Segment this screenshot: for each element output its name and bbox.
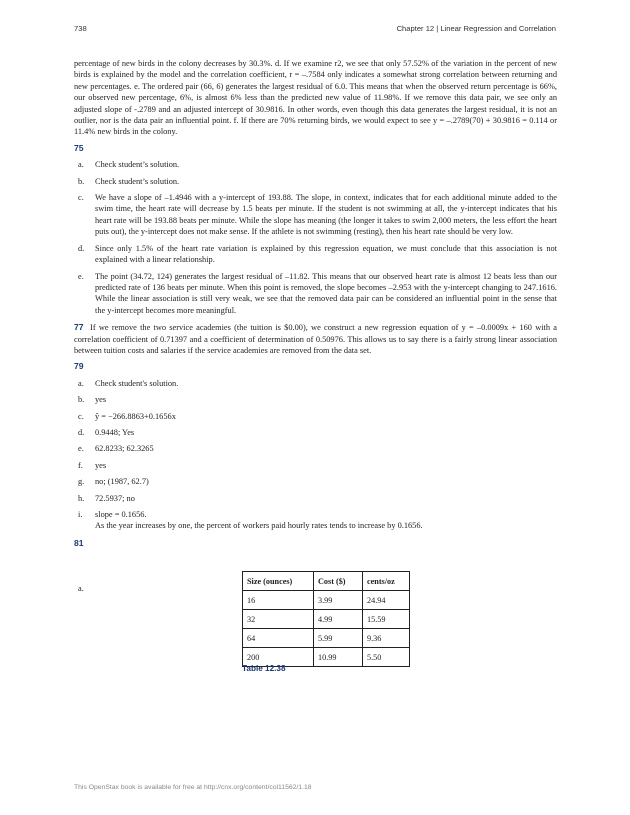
item-text: Check student's solution. (95, 378, 179, 388)
page-number: 738 (74, 24, 87, 33)
table-cell: 3.99 (314, 591, 363, 610)
item-label: c. (78, 411, 84, 421)
item-label: e. (78, 271, 84, 281)
table-cell: 16 (243, 591, 314, 610)
list-item (74, 460, 557, 471)
list-item (74, 411, 557, 422)
problem-77-number: 77 (74, 322, 84, 333)
item-label: f. (78, 460, 83, 470)
table-cell: 64 (243, 629, 314, 648)
item-text: Since only 1.5% of the heart rate variation is explained by this regression equation, we must conclude that this association is not explained with a linear relationship. (95, 243, 557, 265)
item-label: a. (78, 160, 84, 170)
problem-75-number: 75 (74, 142, 84, 153)
chapter-title: Chapter 12 | Linear Regression and Correlation (396, 24, 556, 33)
table-cell: 10.99 (314, 648, 363, 667)
list-item (74, 378, 557, 389)
item-label: a. (78, 378, 84, 388)
list-item (74, 394, 557, 405)
data-table (242, 571, 410, 667)
list-item (74, 271, 557, 317)
item-label: d. (78, 243, 85, 253)
intro-paragraph: percentage of new birds in the colony decreases by 30.3%. d. If we examine r2, we see that only 57.52% of the variation in the percent of new birds is explained by the model and the correlation coefficient, r = –.7584 only indicates a somewhat strong correlation between returning and new percentages. e. The ordered pair (66, 6) generates the largest residual of 6.0. This means that when the observed return percentage is 66%, our observed new percentage, 6%, is almost 6% less than the predicted new value of 11.98%. If we remove this data pair, we see only an adjusted slope of -.2789 and an adjusted intercept of 30.9816. In other words, even though this data generates the largest residual, it is not an outlier, nor is the data pair an influential point. f. If there are 70% returning birds, we would expect to see y = –.2789(70) + 30.9816 = 0.114 or 11.4% new birds in the colony. (74, 59, 557, 137)
item-label: a. (78, 584, 84, 594)
list-item (74, 427, 557, 438)
item-label: b. (78, 395, 85, 405)
column-header: Size (ounces) (243, 572, 314, 591)
page-content (74, 58, 557, 674)
item-label: i. (78, 510, 83, 519)
table-header-row (243, 572, 410, 591)
problem-79-number: 79 (74, 361, 84, 372)
problem-81-number: 81 (74, 537, 84, 548)
table-cell: 5.50 (363, 648, 410, 667)
item-text: The point (34.72, 124) generates the largest residual of –11.82. This means that our observed heart rate is almost 12 beats less than our predicted rate of 136 beats per minute. When this point is removed, the slope becomes –2.953 with the y-intercept changing to 247.1616. While the linear association is still very weak, we see that the removed data pair can be considered an influential point in the sense that the y-intercept becomes more meaningful. (95, 271, 557, 315)
table-cell: 15.59 (363, 610, 410, 629)
column-header: Cost ($) (314, 572, 363, 591)
problem-77-text: If we remove the two service academies (the tuition is $0.00), we construct a new regression equation of y = –0.0009x + 160 with a correlation coefficient of 0.71397 and a coefficient of determination of 0.50976. This allows us to say there is a fairly strong linear association between tuition costs and salaries if the service academies are removed from the data set. (74, 323, 557, 355)
item-text: 72.5937; no (95, 493, 135, 503)
table-row (243, 610, 410, 629)
list-item (74, 176, 557, 187)
list-item (74, 192, 557, 238)
item-text: no; (1987, 62.7) (95, 477, 149, 487)
table-container (74, 559, 557, 674)
problem-81 (74, 538, 557, 674)
table-row (243, 591, 410, 610)
list-item (74, 509, 557, 532)
item-label: h. (78, 493, 85, 503)
problem-79-list (74, 378, 557, 532)
list-item (74, 443, 557, 454)
item-text: slope = 0.1656. (95, 510, 147, 519)
table-cell: 9.36 (363, 629, 410, 648)
item-text: ŷ = −266.8863+0.1656x (95, 411, 176, 421)
problem-75-list (74, 159, 557, 316)
item-label: b. (78, 176, 85, 186)
item-text: Check student’s solution. (95, 160, 180, 170)
table-cell: 24.94 (363, 591, 410, 610)
item-label: c. (78, 193, 84, 203)
item-text-continued: As the year increases by one, the percent of workers paid hourly rates tends to increase by 0.1656. (95, 521, 423, 531)
item-text: Check student’s solution. (95, 176, 180, 186)
footer-note: This OpenStax book is available for free at http://cnx.org/content/col11562/1.18 (74, 784, 312, 791)
list-item (74, 159, 557, 170)
item-text: We have a slope of –1.4946 with a y-intercept of 193.88. The slope, in context, indicates that for each additional minute added to the swim time, the heart rate will decrease by 1.5 beats per minute. If the student is not swimming at all, the y-intercept indicates that his heart rate will be 193.88 beats per minute. While the slope has meaning (the longer it takes to swim 2,000 meters, the less effort the heart puts out), the y-intercept does not make sense. If the athlete is not swimming (resting), then his heart rate should be very low. (95, 193, 557, 237)
item-text: yes (95, 395, 107, 405)
item-text: yes (95, 460, 107, 470)
table-caption: Table 12.38 (242, 664, 286, 674)
column-header: cents/oz (363, 572, 410, 591)
item-text: 0.9448; Yes (95, 427, 135, 437)
table-cell: 200 (243, 648, 314, 667)
list-item (74, 476, 557, 487)
list-item (74, 243, 557, 266)
table-cell: 32 (243, 610, 314, 629)
table-cell: 4.99 (314, 610, 363, 629)
list-item (74, 493, 557, 504)
item-label: d. (78, 427, 85, 437)
item-label: g. (78, 477, 85, 487)
table-cell: 5.99 (314, 629, 363, 648)
problem-77 (74, 322, 557, 356)
table-row (243, 629, 410, 648)
item-text: 62.8233; 62.3265 (95, 444, 154, 454)
item-label: e. (78, 444, 84, 454)
